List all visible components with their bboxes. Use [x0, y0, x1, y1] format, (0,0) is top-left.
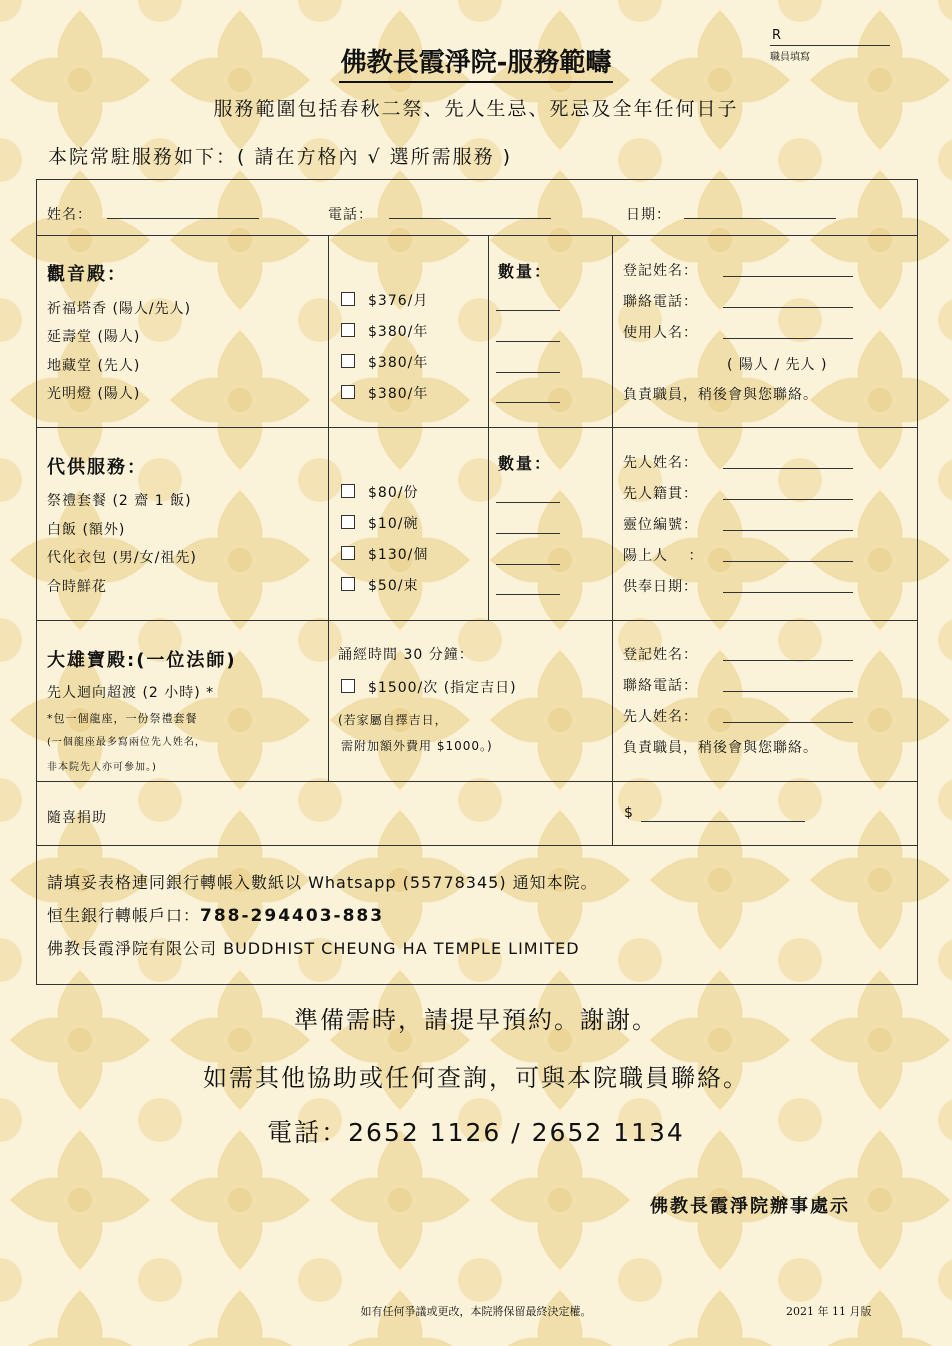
offering-price-2: $10/碗 [368, 516, 419, 532]
daxiong-heading: 大雄寶殿:(一位法師) [47, 650, 237, 671]
donation-label: 隨喜捐助 [47, 810, 107, 826]
guanyin-qty-4[interactable] [496, 402, 560, 403]
bank-instruction: 請填妥表格連同銀行轉帳入數紙以 Whatsapp (55778345) 通知本院。 [47, 873, 598, 892]
daxiong-deceased-input[interactable] [723, 722, 853, 723]
company-name: 佛教長霞淨院有限公司 BUDDHIST CHEUNG HA TEMPLE LIMITED [47, 939, 580, 958]
offering-qty-4[interactable] [496, 594, 560, 595]
daxiong-checkbox[interactable] [341, 679, 355, 693]
offering-qty-1[interactable] [496, 502, 560, 503]
guanyin-field-phone: 聯絡電話： [623, 294, 698, 310]
guanyin-checkbox-3[interactable] [341, 354, 355, 368]
daxiong-phone-input[interactable] [723, 691, 853, 692]
offering-field-deceased-name: 先人姓名： [623, 455, 698, 471]
guanyin-item-3: 地藏堂 (先人) [47, 358, 141, 374]
guanyin-price-1: $376/月 [368, 293, 429, 309]
guanyin-item-2: 延壽堂 (陽人) [47, 329, 141, 345]
office-signature: 佛教長霞淨院辦事處示 [650, 1196, 850, 1217]
date-field[interactable] [684, 218, 836, 219]
offering-qty-label: 數量： [498, 454, 553, 473]
name-field[interactable] [107, 218, 259, 219]
guanyin-field-reg-name: 登記姓名： [623, 263, 698, 279]
footer-phone: 電話：2652 1126 / 2652 1134 [267, 1118, 685, 1147]
bank-account-row [47, 903, 384, 926]
daxiong-extra-2: 需附加額外費用 $1000。) [341, 739, 493, 753]
offering-heading: 代供服務： [47, 457, 147, 478]
guanyin-reg-name-input[interactable] [723, 276, 853, 277]
donation-amount-input[interactable] [641, 821, 805, 822]
page-title: 佛教長霞淨院-服務範疇 [0, 42, 952, 79]
phone-label: 電話： [328, 207, 373, 223]
offering-item-4: 合時鮮花 [47, 579, 107, 595]
offering-item-2: 白飯 (額外) [47, 522, 126, 538]
offering-field-origin: 先人籍貫： [623, 486, 698, 502]
donation-dollar: $ [624, 805, 634, 821]
guanyin-yang-xian-note: ( 陽人 / 先人 ) [727, 357, 828, 373]
offering-checkbox-1[interactable] [341, 484, 355, 498]
subtitle: 服務範圍包括春秋二祭、先人生忌、死忌及全年任何日子 [213, 98, 739, 120]
guanyin-checkbox-4[interactable] [341, 385, 355, 399]
disclaimer: 如有任何爭議或更改，本院將保留最終決定權。 [360, 1305, 592, 1318]
offering-qty-3[interactable] [496, 564, 560, 565]
daxiong-field-deceased: 先人姓名： [623, 709, 698, 725]
date-label: 日期： [626, 207, 671, 223]
service-form [36, 179, 918, 985]
guanyin-phone-input[interactable] [723, 307, 853, 308]
offering-checkbox-3[interactable] [341, 546, 355, 560]
guanyin-price-4: $380/年 [368, 386, 429, 402]
staff-ref-field[interactable]: R [770, 28, 890, 46]
offering-price-4: $50/束 [368, 578, 419, 594]
offering-field-tablet-no: 靈位編號： [623, 517, 698, 533]
daxiong-item: 先人迴向超渡 (2 小時) * [47, 685, 215, 701]
offering-item-3: 代化衣包 (男/女/祖先) [47, 550, 197, 566]
guanyin-heading: 觀音殿： [47, 264, 127, 285]
footer-enquiry: 如需其他協助或任何查詢，可與本院職員聯絡。 [203, 1064, 749, 1092]
guanyin-qty-1[interactable] [496, 310, 560, 311]
daxiong-chant-time: 誦經時間 30 分鐘： [338, 647, 474, 663]
guanyin-qty-2[interactable] [496, 341, 560, 342]
guanyin-qty-3[interactable] [496, 372, 560, 373]
guanyin-field-user: 使用人名： [623, 325, 698, 341]
daxiong-contact-note: 負責職員，稍後會與您聯絡。 [623, 740, 818, 756]
intro-text: 本院常駐服務如下：( 請在方格內 √ 選所需服務 ) [48, 146, 513, 168]
offering-qty-2[interactable] [496, 533, 560, 534]
guanyin-item-4: 光明燈 (陽人) [47, 386, 141, 402]
daxiong-field-phone: 聯絡電話： [623, 678, 698, 694]
guanyin-checkbox-1[interactable] [341, 292, 355, 306]
name-label: 姓名： [47, 207, 92, 223]
guanyin-user-input[interactable] [723, 338, 853, 339]
guanyin-price-3: $380/年 [368, 355, 429, 371]
offering-checkbox-2[interactable] [341, 515, 355, 529]
version-label: 2021 年 11 月版 [786, 1305, 872, 1318]
daxiong-reg-name-input[interactable] [723, 660, 853, 661]
footer-reminder: 準備需時，請提早預約。謝謝。 [294, 1006, 658, 1034]
offering-item-1: 祭禮套餐 (2 齋 1 飯) [47, 493, 192, 509]
offering-descendant-input[interactable] [723, 561, 853, 562]
bank-account-number: 788-294403-883 [200, 906, 385, 926]
daxiong-note-2: (一個龍座最多寫兩位先人姓名， [47, 737, 206, 748]
offering-checkbox-4[interactable] [341, 577, 355, 591]
guanyin-price-2: $380/年 [368, 324, 429, 340]
offering-date-input[interactable] [723, 592, 853, 593]
offering-deceased-name-input[interactable] [723, 468, 853, 469]
offering-field-descendant: 陽上人 ： [623, 548, 704, 564]
phone-field[interactable] [389, 218, 551, 219]
daxiong-note-1: *包一個龍座，一份祭禮套餐 [47, 712, 198, 725]
offering-origin-input[interactable] [723, 499, 853, 500]
daxiong-extra-1: (若家屬自擇吉日， [338, 713, 448, 727]
daxiong-price: $1500/次 (指定吉日) [368, 680, 517, 696]
offering-price-1: $80/份 [368, 485, 419, 501]
guanyin-checkbox-2[interactable] [341, 323, 355, 337]
daxiong-field-reg-name: 登記姓名： [623, 647, 698, 663]
guanyin-qty-label: 數量： [498, 262, 553, 281]
bank-account-label: 恒生銀行轉帳戶口： [47, 906, 201, 925]
offering-field-date: 供奉日期： [623, 579, 698, 595]
offering-tablet-no-input[interactable] [723, 530, 853, 531]
offering-price-3: $130/個 [368, 547, 429, 563]
daxiong-note-3: 非本院先人亦可參加。) [47, 762, 157, 773]
staff-fill-label: 職員填寫 [770, 52, 810, 63]
guanyin-item-1: 祈福塔香 (陽人/先人) [47, 301, 192, 317]
guanyin-contact-note: 負責職員，稍後會與您聯絡。 [623, 387, 818, 403]
